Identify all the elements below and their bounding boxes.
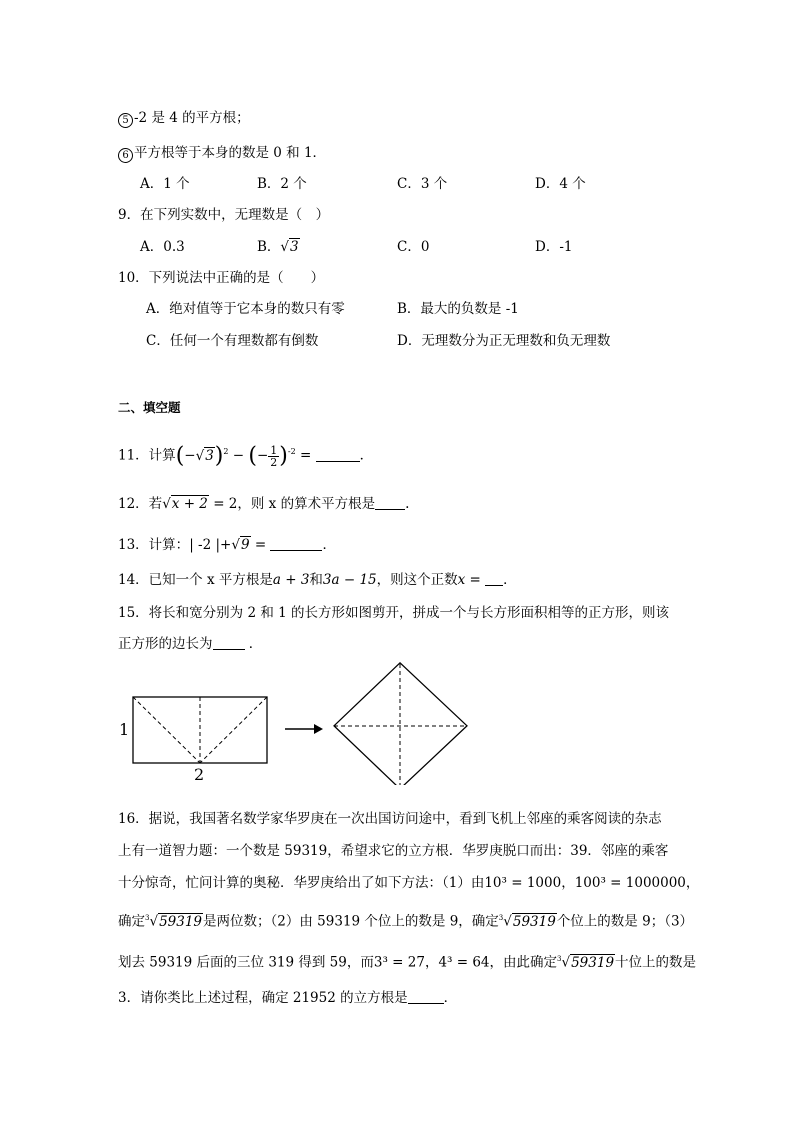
sqrt-expression: √3 [280,239,299,255]
q9-option-a[interactable]: A．0.3 [140,239,185,255]
cube-root-expression: $^3$√59319 [557,954,615,971]
answer-blank[interactable] [485,573,503,586]
q10-option-b[interactable]: B．最大的负数是 -1 [397,301,519,317]
q8-item6: 6 平方根等于本身的数是 0 和 1． [118,144,326,163]
q9-option-b[interactable]: B．√3 [257,239,299,255]
fraction: $\frac{1}{2}$ [270,443,278,469]
q10-option-a[interactable]: A．绝对值等于它本身的数只有零 [146,301,345,317]
label-length: 2 [194,765,205,784]
answer-blank[interactable] [270,538,322,551]
q13: 13．计算：| -2 |+√9 = ． [118,537,336,553]
q12: 12．若√x + 2 = 2，则 x 的算术平方根是 . [118,496,410,512]
label-width: 1 [119,720,130,739]
cube-root-expression: $^3$√59319 [498,913,556,930]
circled-number: 5 [118,113,133,128]
arrow-icon [285,724,323,734]
answer-blank[interactable] [375,497,405,510]
answer-blank[interactable] [408,991,444,1004]
q9-option-c[interactable]: C．0 [397,239,430,255]
answer-blank[interactable] [213,637,245,650]
q10-option-c[interactable]: C．任何一个有理数都有倒数 [146,333,319,349]
sqrt-expression: √9 [231,537,250,553]
q15-figure [115,660,475,785]
q9-option-d[interactable]: D．-1 [535,239,573,255]
q8-item5: 5 -2 是 4 的平方根； [118,109,250,128]
square-figure [334,663,467,785]
sqrt-expression: √x + 2 [162,496,208,512]
q15-line1: 15．将长和宽分别为 2 和 1 的长方形如图剪开，拼成一个与长方形面积相等的正方形，则该 [118,605,670,621]
section-title: 二、填空题 [118,400,181,415]
circled-number: 6 [118,148,133,163]
q16-line2: 上有一道智力题：一个数是 59319，希望求它的立方根．华罗庚脱口而出：39．邻座的乘客 [118,843,669,859]
q14: 14．已知一个 x 平方根是a + 3和3a − 15，则这个正数x = ． [118,572,517,588]
q16-line3: 十分惊奇，忙问计算的奥秘．华罗庚给出了如下方法：（1）由10³ = 1000，100³ = 1000000， [118,875,700,891]
q15-line2: 正方形的边长为 ． [118,636,263,652]
q8-option-d[interactable]: D．4 个 [535,176,586,192]
sqrt-expression: √3 [195,447,214,464]
q8-option-b[interactable]: B．2 个 [257,176,307,192]
cube-root-expression: $^3$√59319 [145,913,203,930]
q9-stem: 9．在下列实数中，无理数是（ ） [118,207,330,223]
q8-option-c[interactable]: C．3 个 [397,176,448,192]
answer-blank[interactable] [316,449,360,462]
q16-line6: 3．请你类比上述过程，确定 21952 的立方根是 ． [118,990,458,1006]
q16-line5: 划去 59319 后面的三位 319 得到 59，而3³ = 27，4³ = 64，由此确定$^3$√59319十位上的数是 [118,950,696,972]
q11: 11．计算$(-√3)^2$ − (− $\frac{1}{2}$ )$^{-2}$ = ． [118,436,373,468]
q16-line4: 确定$^3$√59319是两位数；（2）由 59319 个位上的数是 9，确定$^3$√59319个位上的数是 9；（3） [118,909,693,931]
q10-option-d[interactable]: D．无理数分为正无理数和负无理数 [397,333,611,349]
q10-stem: 10．下列说法中正确的是（ ） [118,270,325,286]
rectangle-figure [133,697,267,763]
q8-option-a[interactable]: A．1 个 [140,176,190,192]
q16-line1: 16．据说，我国著名数学家华罗庚在一次出国访问途中，看到飞机上邻座的乘客阅读的杂志 [118,811,662,827]
